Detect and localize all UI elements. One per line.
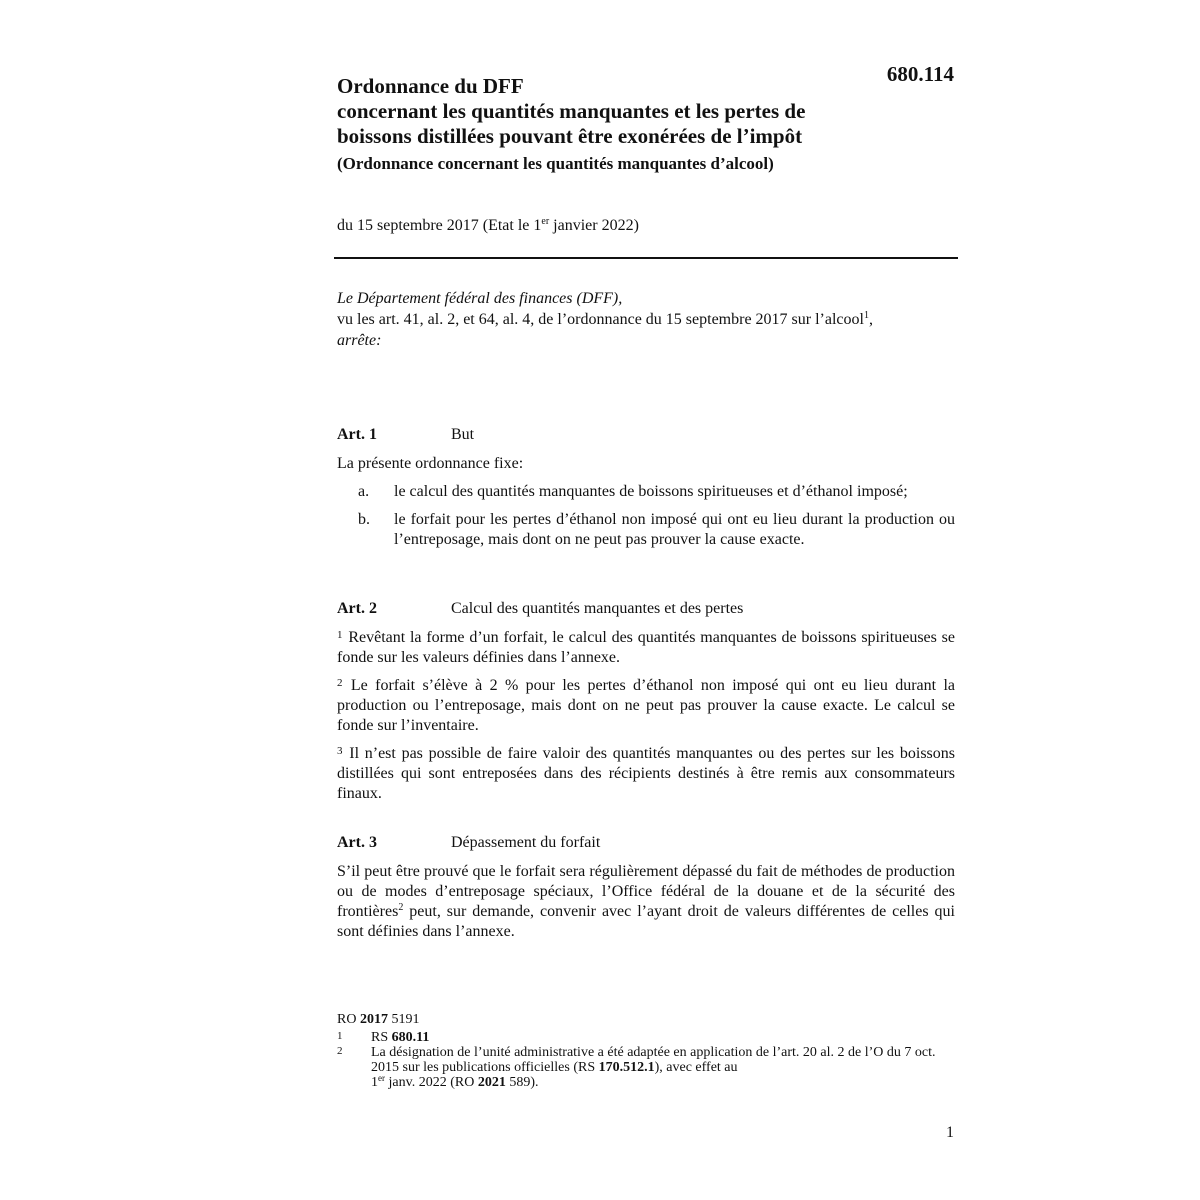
preamble-authority: Le Département fédéral des finances (DFF),: [337, 290, 623, 307]
footnote-rs-number: 170.512.1: [598, 1060, 655, 1075]
title-divider: [334, 257, 958, 259]
article-number: Art. 2: [337, 600, 377, 617]
preamble-basis: [337, 309, 957, 330]
footnote-text: [371, 1045, 947, 1090]
title-line: Ordonnance du DFF: [337, 74, 524, 98]
footnote-mark: 1: [337, 1030, 343, 1042]
footnote-text-part: ), avec effet au: [654, 1060, 738, 1075]
footnote-ro-year: 2021: [477, 1075, 506, 1090]
article-paragraph: [337, 628, 955, 668]
footnote: [337, 1030, 947, 1045]
footnote-text-part: janv. 2022 (RO: [385, 1075, 478, 1090]
list-item: [337, 482, 955, 502]
preamble-decree: arrête:: [337, 332, 382, 349]
paragraph-text: S’il peut être prouvé que le forfait sera régulièrement dépassé du fait de méthodes de production ou de modes d’entreposage spéciaux, l’Office fédéral de la douane et de la sécurité des frontières: [337, 863, 955, 920]
date-superscript: er: [541, 216, 550, 227]
article-paragraph: [337, 744, 955, 804]
list-letter: a.: [358, 483, 370, 500]
preamble-basis-end: ,: [868, 311, 873, 328]
article-heading: [337, 599, 955, 619]
article-heading: [337, 833, 955, 853]
footnote: [337, 1045, 947, 1090]
footnote-text-part: 589).: [505, 1075, 539, 1090]
sr-number: 680.114: [886, 62, 954, 86]
list-item: [337, 510, 955, 550]
article-paragraph: [337, 862, 955, 942]
paragraph-text: Le forfait s’élève à 2 % pour les pertes d’éthanol non imposé qui ont eu lieu durant la production ou l’entreposage, mais dont on ne peut pas prouver la cause exacte. Le calcul se fonde sur l’inventaire.: [337, 677, 956, 734]
list-text: le calcul des quantités manquantes de boissons spiritueuses et d’éthanol imposé;: [394, 483, 908, 500]
footnote-text-part: La désignation de l’unité administrative a été adaptée en application de l’art. 20 al. 2 de l’O du 7 oct. 2015 sur les publications officielles (RS: [371, 1045, 936, 1075]
footnote-text-part: 1: [371, 1075, 378, 1090]
title-line: boissons distillées pouvant être exonérées de l’impôt: [337, 124, 803, 148]
document-title: [337, 74, 937, 175]
paragraph-text: Revêtant la forme d’un forfait, le calcul des quantités manquantes de boissons spiritueuses se fonde sur les valeurs définies dans l’annexe.: [337, 629, 956, 666]
footnotes: [337, 1012, 947, 1090]
ro-year: 2017: [359, 1012, 388, 1027]
ro-page: 5191: [387, 1012, 420, 1027]
footnote-mark: 2: [337, 1045, 343, 1057]
paragraph-number: 2: [337, 677, 343, 689]
list-text: le forfait pour les pertes d’éthanol non imposé qui ont eu lieu durant la production ou l’entreposage, mais dont on ne peut pas prouver la cause exacte.: [394, 511, 955, 548]
paragraph-number: 1: [337, 629, 343, 641]
list-letter: b.: [358, 511, 370, 528]
footnote-ref[interactable]: 2: [398, 902, 404, 913]
title-line: concernant les quantités manquantes et les pertes de: [337, 99, 806, 123]
article-number: Art. 3: [337, 834, 377, 851]
article-2: [337, 599, 955, 812]
article-1: [337, 425, 955, 558]
footnote-text: [371, 1030, 947, 1045]
footnote-ref[interactable]: 1: [863, 310, 869, 321]
article-title: But: [451, 426, 475, 443]
date-suffix: janvier 2022): [549, 217, 639, 234]
footnote-rs-number: 680.11: [391, 1030, 430, 1045]
ro-prefix: RO: [337, 1012, 360, 1027]
article-title: Calcul des quantités manquantes et des pertes: [451, 600, 744, 617]
article-heading: [337, 425, 955, 445]
paragraph-text: Il n’est pas possible de faire valoir des quantités manquantes ou des pertes sur les boissons distillées qui sont entreposées dans des récipients destinés à être remis aux consommateurs finaux.: [337, 745, 956, 802]
page-number: 1: [946, 1124, 954, 1141]
article-number: Art. 1: [337, 426, 377, 443]
article-3: [337, 833, 955, 950]
article-title: Dépassement du forfait: [451, 834, 601, 851]
paragraph-number: 3: [337, 745, 343, 757]
date-prefix: du 15 septembre 2017 (Etat le 1: [337, 217, 542, 234]
short-title: (Ordonnance concernant les quantités manquantes d’alcool): [337, 154, 774, 173]
document-date: [337, 216, 639, 236]
preamble: [337, 288, 957, 351]
footnote-superscript: er: [378, 1073, 385, 1083]
article-paragraph: [337, 676, 955, 736]
ro-reference: [337, 1012, 947, 1027]
preamble-basis-text: vu les art. 41, al. 2, et 64, al. 4, de l’ordonnance du 15 septembre 2017 sur l’alcool: [337, 311, 864, 328]
footnote-prefix: RS: [371, 1030, 392, 1045]
paragraph-text: peut, sur demande, convenir avec l’ayant droit de valeurs différentes de celles qui sont définies dans l’annexe.: [337, 903, 955, 940]
article-intro: La présente ordonnance fixe:: [337, 455, 524, 472]
